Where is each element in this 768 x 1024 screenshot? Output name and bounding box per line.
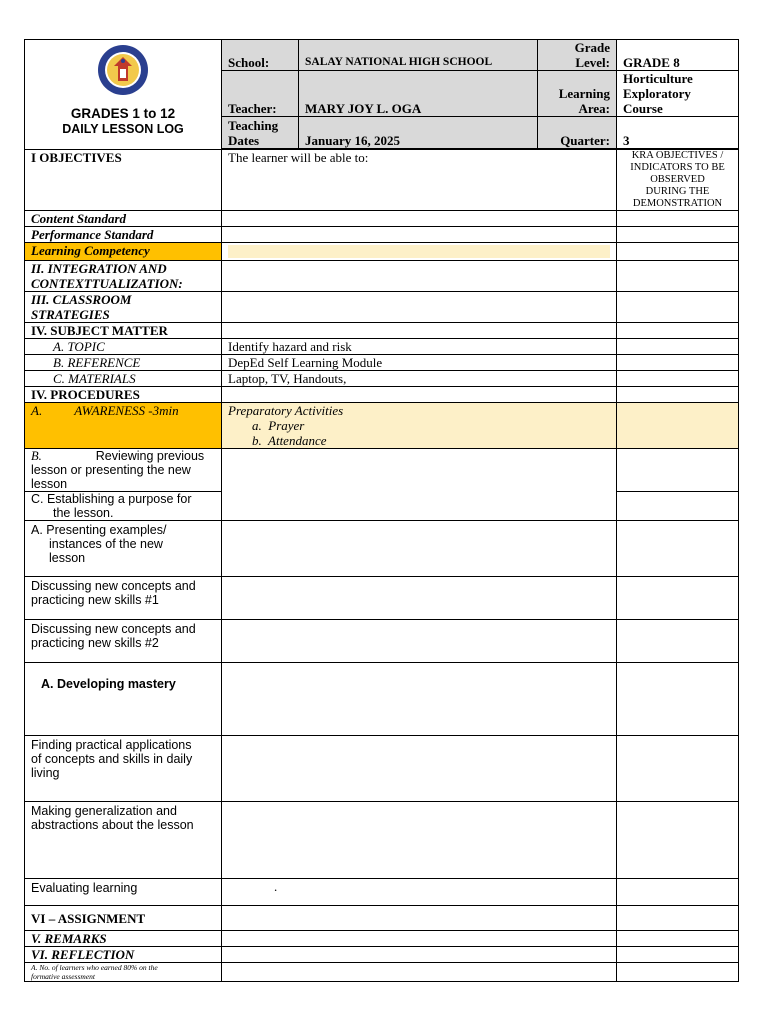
learning-value-2: Exploratory (623, 86, 691, 101)
generalization-label (25, 802, 222, 879)
title-line-2: DAILY LESSON LOG (62, 122, 184, 136)
dates-label-1: Teaching (228, 118, 279, 133)
subject-matter-heading: IV. SUBJECT MATTER (25, 323, 222, 339)
content-standard-value (222, 211, 617, 227)
reviewing-line-2: lesson or presenting the new (31, 463, 191, 477)
discuss-1-kra (617, 577, 739, 620)
grade-level-label (538, 40, 617, 71)
reviewing-value (222, 449, 617, 521)
learners-80-label (25, 963, 222, 982)
topic-value: Identify hazard and risk (222, 339, 617, 355)
reflection-kra (617, 947, 739, 963)
evaluating-label: Evaluating learning (25, 879, 222, 906)
content-standard-label: Content Standard (25, 211, 222, 227)
generalization-line-1: Making generalization and (31, 804, 177, 818)
dates-label (222, 117, 299, 149)
remarks-value (222, 931, 617, 947)
learning-competency-label: Learning Competency (25, 243, 222, 261)
integration-value (222, 261, 617, 292)
remarks-kra (617, 931, 739, 947)
discuss-1-label (25, 577, 222, 620)
teacher-value: MARY JOY L. OGA (299, 71, 538, 117)
learning-label-2: Area: (578, 101, 610, 116)
awareness-label (25, 403, 222, 449)
kra-line-3: OBSERVED (650, 174, 705, 185)
learners-80-kra (617, 963, 739, 982)
teacher-label: Teacher: (222, 71, 299, 117)
objectives-intro: The learner will be able to: (222, 150, 617, 211)
subject-matter-value (222, 323, 617, 339)
discuss-2-kra (617, 620, 739, 663)
reflection-value (222, 947, 617, 963)
preparatory-heading: Preparatory Activities (228, 403, 344, 418)
learning-area-value (617, 71, 739, 117)
examples-line-1: A. Presenting examples/ (31, 523, 167, 537)
purpose-line-2: the lesson. (53, 506, 114, 520)
performance-standard-value (222, 227, 617, 243)
awareness-kra (617, 403, 739, 449)
learning-value-1: Horticulture (623, 71, 693, 86)
kra-line-4: DURING THE (645, 186, 710, 197)
performance-standard-kra (617, 227, 739, 243)
integration-label (25, 261, 222, 292)
dates-label-2: Dates (228, 133, 260, 148)
learning-value-3: Course (623, 101, 663, 116)
examples-kra (617, 521, 739, 577)
discuss-2-value (222, 620, 617, 663)
purpose-label (25, 492, 222, 521)
evaluating-kra (617, 879, 739, 906)
preparatory-activities (222, 403, 617, 449)
learners-80-line-2: formative assessment (31, 971, 95, 981)
strategies-value (222, 292, 617, 323)
reviewing-kra (617, 449, 739, 492)
objectives-heading: I OBJECTIVES (25, 150, 222, 211)
procedures-value (222, 387, 617, 403)
reference-value: DepEd Self Learning Module (222, 355, 617, 371)
grade-value: GRADE 8 (617, 40, 739, 71)
procedures-heading: IV. PROCEDURES (25, 387, 222, 403)
procedures-kra (617, 387, 739, 403)
assignment-value (222, 906, 617, 931)
generalization-kra (617, 802, 739, 879)
discuss-1-line-1: Discussing new concepts and (31, 579, 196, 593)
subject-matter-kra (617, 323, 739, 339)
integration-line-2: CONTEXTTUALIZATION: (31, 276, 183, 291)
strategies-kra (617, 292, 739, 323)
learners-80-value (222, 963, 617, 982)
discuss-1-value (222, 577, 617, 620)
practical-kra (617, 736, 739, 802)
grade-label-1: Grade (574, 40, 610, 55)
remarks-heading: V. REMARKS (25, 931, 222, 947)
awareness-letter: A. (31, 403, 43, 418)
practical-value (222, 736, 617, 802)
kra-line-2: INDICATORS TO BE (630, 162, 725, 173)
practical-line-3: living (31, 766, 60, 780)
kra-header (617, 150, 739, 211)
reviewing-line-3: lesson (31, 477, 68, 491)
mastery-kra (617, 663, 739, 736)
topic-kra (617, 339, 739, 355)
learning-label-1: Learning (558, 86, 610, 101)
dates-value: January 16, 2025 (299, 117, 538, 149)
performance-standard-label: Performance Standard (25, 227, 222, 243)
mastery-label: A. Developing mastery (25, 663, 222, 736)
prep-item-a-text: Prayer (268, 418, 305, 433)
quarter-value: 3 (617, 117, 739, 149)
title-block (25, 40, 222, 150)
school-label: School: (222, 40, 299, 71)
reference-label: B. REFERENCE (25, 355, 222, 371)
reflection-heading: VI. REFLECTION (25, 947, 222, 963)
reviewing-letter: B. (31, 449, 42, 463)
prep-item-a: a. Prayer (252, 418, 305, 433)
examples-label (25, 521, 222, 577)
integration-kra (617, 261, 739, 292)
lesson-log-table (24, 39, 739, 982)
integration-line-1: II. INTEGRATION AND (31, 261, 167, 276)
discuss-2-line-1: Discussing new concepts and (31, 622, 196, 636)
grade-label-2: Level: (575, 55, 610, 70)
title-line-1: GRADES 1 to 12 (70, 106, 176, 121)
deped-seal-icon (92, 44, 154, 96)
kra-line-1: KRA OBJECTIVES / (631, 150, 724, 161)
purpose-kra (617, 492, 739, 521)
daily-lesson-log (24, 39, 738, 982)
school-value: SALAY NATIONAL HIGH SCHOOL (299, 40, 538, 71)
prep-item-b-text: Attendance (268, 433, 327, 448)
content-standard-kra (617, 211, 739, 227)
topic-label: A. TOPIC (25, 339, 222, 355)
purpose-line-1: C. Establishing a purpose for (31, 492, 192, 506)
learning-competency-kra (617, 243, 739, 261)
examples-line-3: lesson (49, 551, 86, 565)
kra-line-5: DEMONSTRATION (632, 198, 723, 209)
strategies-line-2: STRATEGIES (31, 307, 110, 322)
learners-80-line-1: A. No. of learners who earned 80% on the (31, 963, 158, 972)
materials-label: C. MATERIALS (25, 371, 222, 387)
assignment-heading: VI – ASSIGNMENT (25, 906, 222, 931)
examples-value (222, 521, 617, 577)
quarter-label: Quarter: (538, 117, 617, 149)
learning-competency-value (222, 243, 617, 261)
practical-line-1: Finding practical applications (31, 738, 192, 752)
examples-line-2: instances of the new (49, 537, 163, 551)
discuss-2-label (25, 620, 222, 663)
mastery-value (222, 663, 617, 736)
discuss-2-line-2: practicing new skills #2 (31, 636, 159, 650)
generalization-line-2: abstractions about the lesson (31, 818, 194, 832)
prep-item-b: b. Attendance (252, 433, 327, 448)
practical-label (25, 736, 222, 802)
evaluating-value: . (222, 879, 617, 906)
materials-value: Laptop, TV, Handouts, (222, 371, 617, 387)
strategies-line-1: III. CLASSROOM (31, 292, 132, 307)
generalization-value (222, 802, 617, 879)
discuss-1-line-2: practicing new skills #1 (31, 593, 159, 607)
assignment-kra (617, 906, 739, 931)
awareness-text: AWARENESS -3min (74, 403, 179, 418)
competency-highlight (228, 245, 610, 258)
learning-area-label (538, 71, 617, 117)
reviewing-label (25, 449, 222, 492)
materials-kra (617, 371, 739, 387)
reviewing-line-1: Reviewing previous (95, 449, 205, 463)
reference-kra (617, 355, 739, 371)
practical-line-2: of concepts and skills in daily (31, 752, 193, 766)
strategies-label (25, 292, 222, 323)
